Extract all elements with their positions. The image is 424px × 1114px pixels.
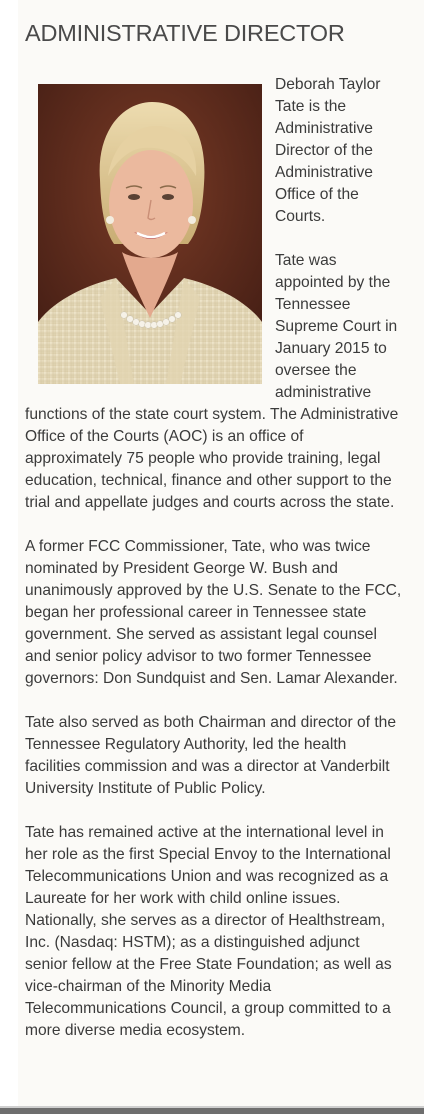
bottom-divider [0,1108,424,1114]
bio-body [25,74,403,1042]
portrait-photo [38,84,262,384]
page-title: ADMINISTRATIVE DIRECTOR [25,20,345,46]
bio-paragraph: Tate has remained active at the international level in her role as the first Special Envoy to the International Telecommunications Union and was recognized as a Laureate for her work with child online issues. Nationally, she serves as a director of Healthstream, Inc. (Nasdaq: HSTM); as a distinguished adjunct senior fellow at the Free State Foundation; as well as vice-chairman of the Minority Media Telecommunications Council, a group committed to a more diverse media ecosystem. [25,824,392,1039]
bio-paragraph: Deborah Taylor Tate is the Administrative Director of the Administrative Office of the Courts. [275,76,381,225]
bio-paragraph: Tate was appointed by the Tennessee Supreme Court in January 2015 to oversee the administrative functions of the state court system. The Administrative Office of the Courts (AOC) is an office of approximately 75 people who provide training, legal education, technical, finance and other support to the trial and appellate judges and courts across the state. [25,252,399,511]
bio-paragraph: Tate also served as both Chairman and director of the Tennessee Regulatory Authority, led the health facilities commission and was a director at Vanderbilt University Institute of Public Policy. [25,714,396,797]
bio-section [25,16,403,1042]
bio-paragraph: A former FCC Commissioner, Tate, who was twice nominated by President George W. Bush and unanimously approved by the U.S. Senate to the FCC, began her professional career in Tennessee state government. She served as assistant legal counsel and senior policy advisor to two former Tennessee governors: Don Sundquist and Sen. Lamar Alexander. [25,538,402,687]
